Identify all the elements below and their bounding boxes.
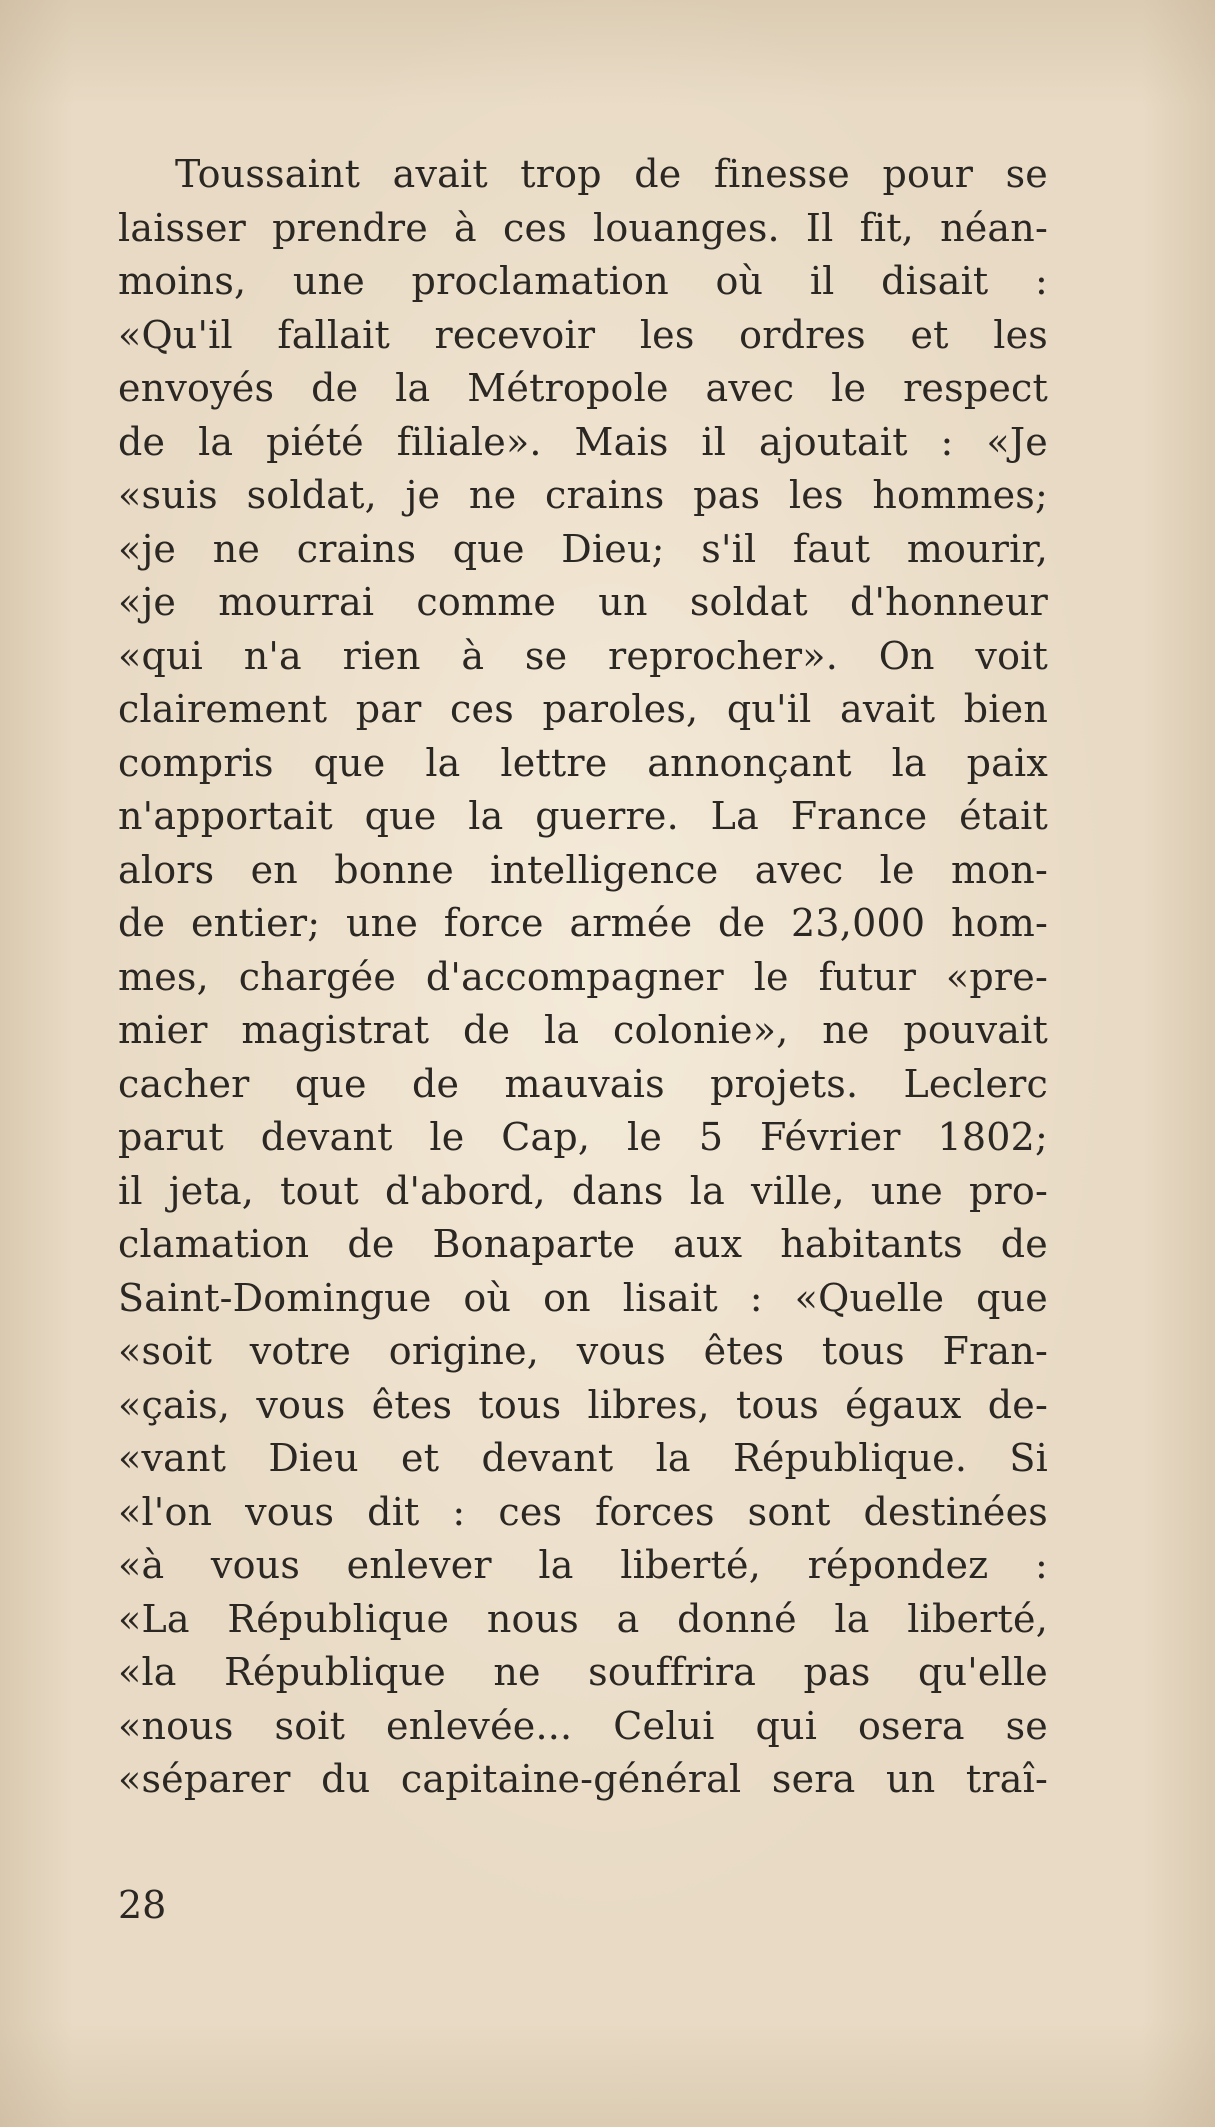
text-line: moins, une proclamation où il disait : <box>118 259 1048 303</box>
text-line: «çais, vous êtes tous libres, tous égaux de- <box>118 1382 1048 1427</box>
text-line: parut devant le Cap, le 5 Février 1802; <box>118 1115 1048 1159</box>
text-line: «à vous enlever la liberté, répondez : <box>118 1543 1048 1587</box>
text-line: «séparer du capitaine-général sera un traî- <box>118 1757 1048 1801</box>
body-text <box>118 148 1048 1807</box>
text-line: de la piété filiale». Mais il ajoutait : «Je <box>118 419 1048 464</box>
text-line: cacher que de mauvais projets. Leclerc <box>118 1061 1048 1106</box>
text-line: mes, chargée d'accompagner le futur «pre- <box>118 954 1048 999</box>
text-line: alors en bonne intelligence avec le mon- <box>118 847 1048 892</box>
text-line: Toussaint avait trop de finesse pour se <box>175 152 1048 196</box>
text-line: «je mourrai comme un soldat d'honneur <box>118 580 1048 624</box>
text-line: «je ne crains que Dieu; s'il faut mourir, <box>118 526 1048 571</box>
text-line: laisser prendre à ces louanges. Il fit, néan- <box>118 205 1048 250</box>
text-line: «qui n'a rien à se reprocher». On voit <box>118 633 1048 678</box>
text-line: mier magistrat de la colonie», ne pouvait <box>118 1008 1048 1052</box>
text-line: clamation de Bonaparte aux habitants de <box>118 1222 1048 1266</box>
text-line: il jeta, tout d'abord, dans la ville, une pro- <box>118 1168 1048 1213</box>
text-line: «soit votre origine, vous êtes tous Fran- <box>118 1329 1048 1373</box>
text-line: «La République nous a donné la liberté, <box>118 1596 1048 1641</box>
text-line: n'apportait que la guerre. La France était <box>118 794 1048 838</box>
text-line: «suis soldat, je ne crains pas les hommes; <box>118 473 1048 517</box>
text-line: de entier; une force armée de 23,000 hom- <box>118 901 1048 945</box>
text-line: «nous soit enlevée... Celui qui osera se <box>118 1703 1048 1748</box>
text-line: compris que la lettre annonçant la paix <box>118 740 1048 785</box>
text-line: «l'on vous dit : ces forces sont destinées <box>118 1489 1048 1534</box>
text-line: clairement par ces paroles, qu'il avait bien <box>118 687 1048 731</box>
text-line: Saint-Domingue où on lisait : «Quelle que <box>118 1275 1048 1320</box>
text-line: «Qu'il fallait recevoir les ordres et les <box>118 312 1048 357</box>
page-number: 28 <box>118 1883 167 1927</box>
text-line: «la République ne souffrira pas qu'elle <box>118 1650 1048 1694</box>
text-line: envoyés de la Métropole avec le respect <box>118 366 1048 410</box>
text-line: «vant Dieu et devant la République. Si <box>118 1436 1048 1480</box>
